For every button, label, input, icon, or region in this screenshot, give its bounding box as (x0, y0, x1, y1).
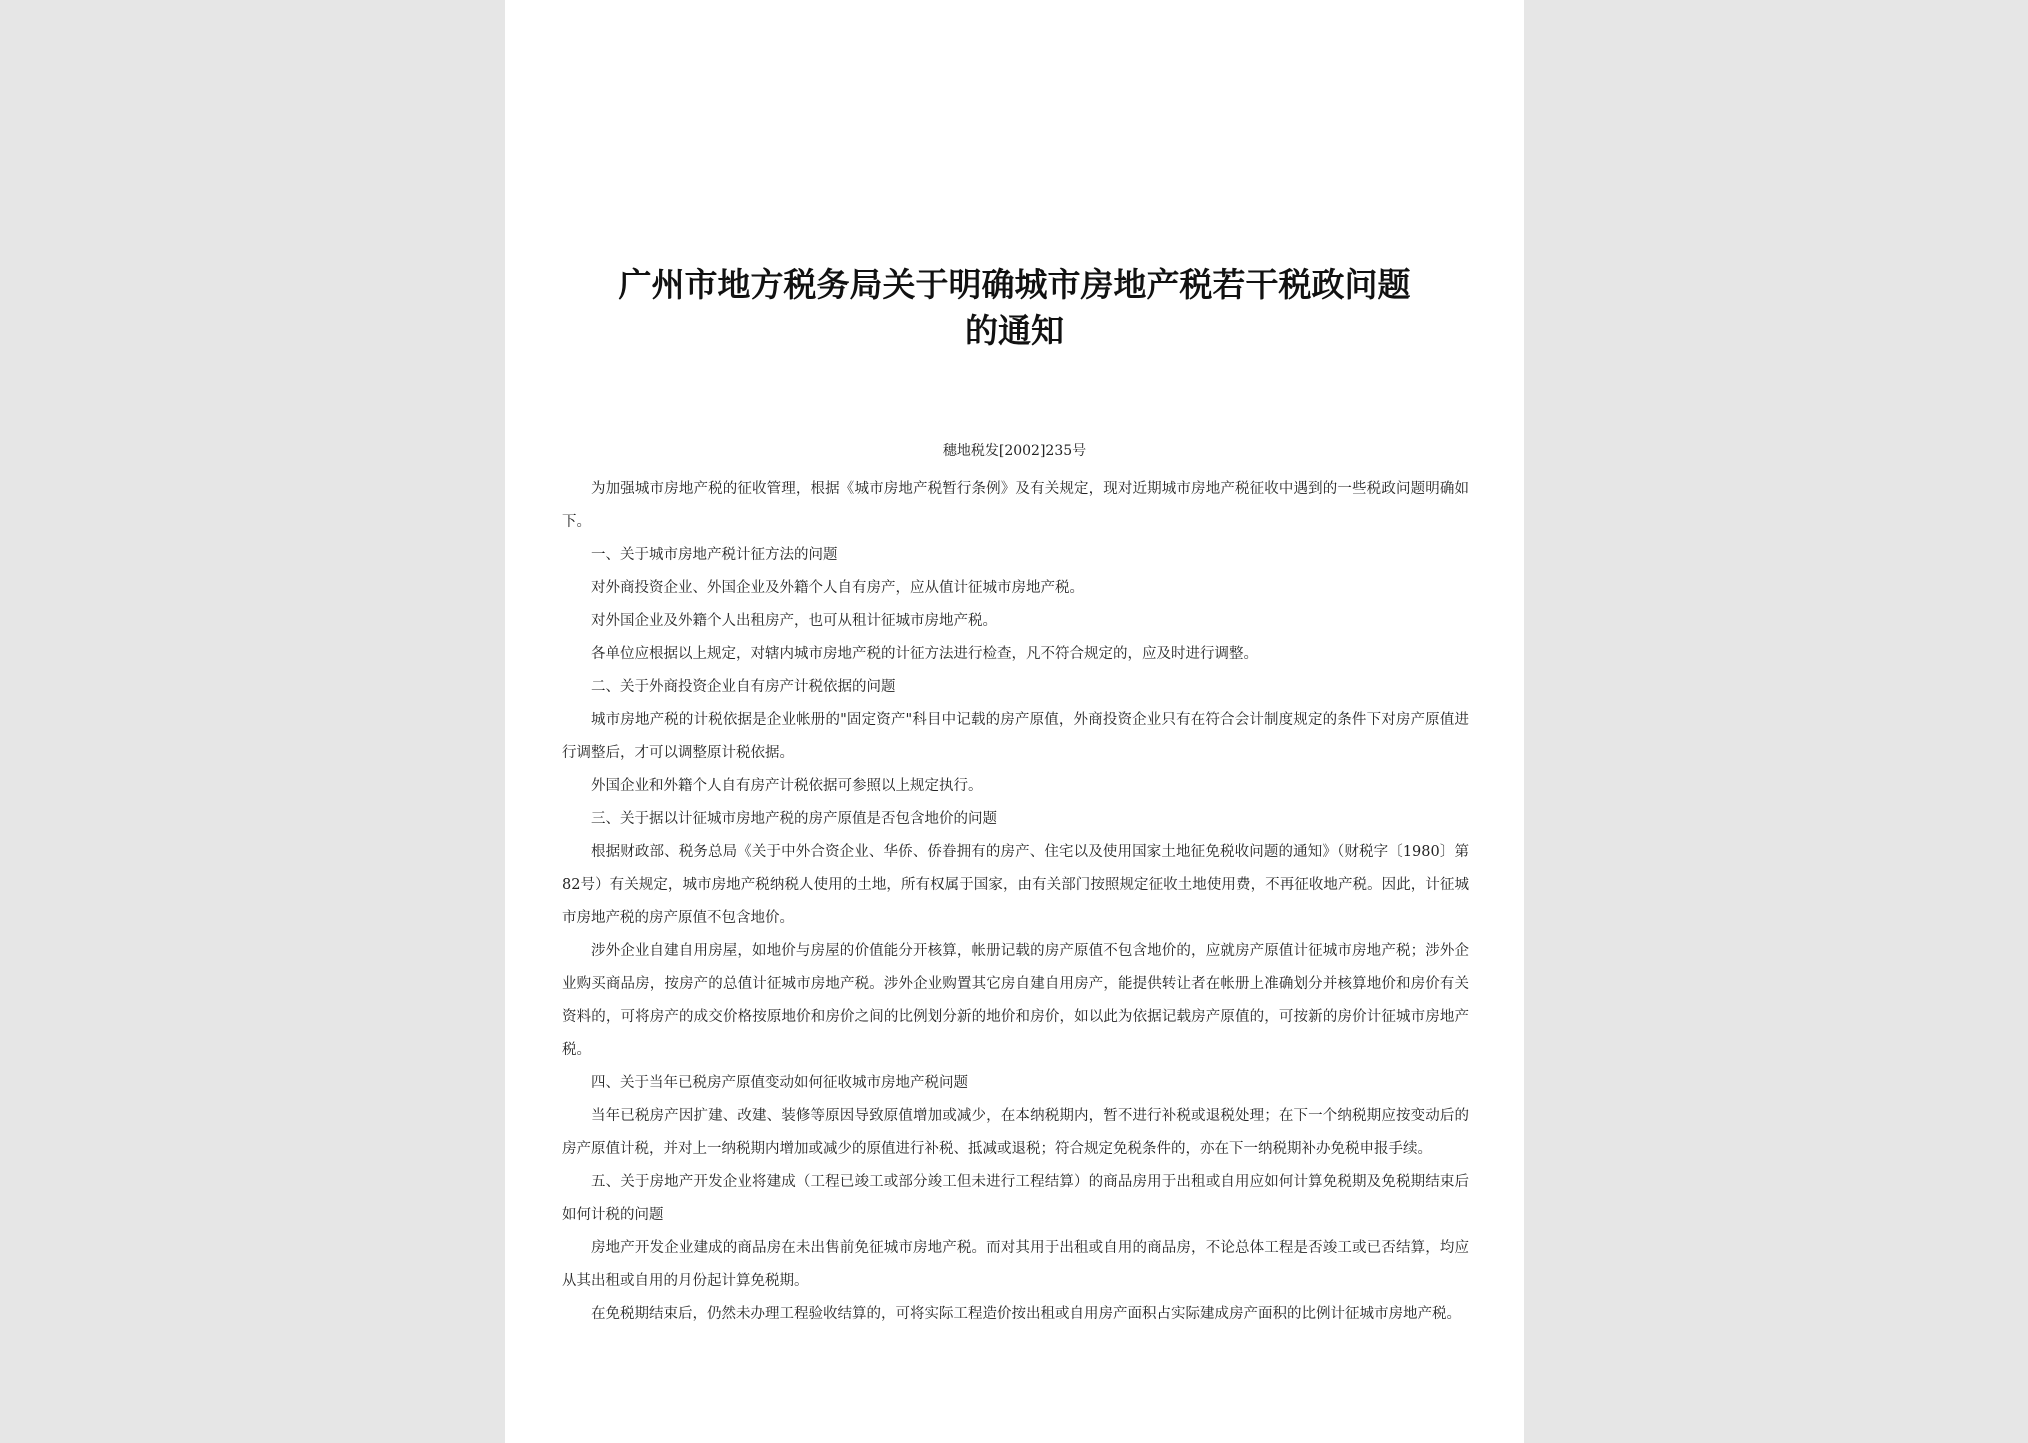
section-heading: 二、关于外商投资企业自有房产计税依据的问题 (591, 679, 896, 695)
body-paragraph: 房地产开发企业建成的商品房在未出售前免征城市房地产税。而对其用于出租或自用的商品房，不论总体工程是否竣工或已否结算，均应从其出租或自用的月份起计算免税期。 (562, 1240, 1469, 1289)
body-paragraph: 各单位应根据以上规定，对辖内城市房地产税的计征方法进行检查，凡不符合规定的，应及时进行调整。 (591, 646, 1258, 662)
body-paragraph: 对外商投资企业、外国企业及外籍个人自有房产，应从值计征城市房地产税。 (591, 580, 1084, 596)
section-heading: 一、关于城市房地产税计征方法的问题 (591, 547, 838, 563)
document-number: 穗地税发[2002]235号 (942, 443, 1087, 459)
body-paragraph: 根据财政部、税务总局《关于中外合资企业、华侨、侨眷拥有的房产、住宅以及使用国家土地征免税收问题的通知》（财税字〔1980〕第82号）有关规定，城市房地产税纳税人使用的土地，所有权属于国家，由有关部门按照规定征收土地使用费，不再征收地产税。因此，计征城市房地产税的房产原值不包含地价。 (562, 844, 1469, 926)
document-title-line-1: 广州市地方税务局关于明确城市房地产税若干税政问题 (618, 265, 1411, 304)
body-paragraph: 涉外企业自建自用房屋，如地价与房屋的价值能分开核算，帐册记载的房产原值不包含地价的，应就房产原值计征城市房地产税；涉外企业购买商品房，按房产的总值计征城市房地产税。涉外企业购置其它房自建自用房产，能提供转让者在帐册上准确划分并核算地价和房价有关资料的，可将房产的成交价格按原地价和房价之间的比例划分新的地价和房价，如以此为依据记载房产原值的，可按新的房价计征城市房地产税。 (562, 943, 1469, 1058)
body-paragraph: 城市房地产税的计税依据是企业帐册的"固定资产"科目中记载的房产原值，外商投资企业只有在符合会计制度规定的条件下对房产原值进行调整后，才可以调整原计税依据。 (562, 712, 1469, 761)
section-heading: 四、关于当年已税房产原值变动如何征收城市房地产税问题 (591, 1075, 968, 1091)
document-title-line-2: 的通知 (965, 311, 1064, 350)
body-paragraph: 对外国企业及外籍个人出租房产，也可从租计征城市房地产税。 (591, 613, 997, 629)
document-page (505, 0, 1524, 1443)
document-body (562, 473, 1469, 1331)
body-paragraph: 在免税期结束后，仍然未办理工程验收结算的，可将实际工程造价按出租或自用房产面积占实际建成房产面积的比例计征城市房地产税。 (591, 1306, 1461, 1322)
body-paragraph: 当年已税房产因扩建、改建、装修等原因导致原值增加或减少，在本纳税期内，暂不进行补税或退税处理；在下一个纳税期应按变动后的房产原值计税，并对上一纳税期内增加或减少的原值进行补税、抵减或退税；符合规定免税条件的，亦在下一纳税期补办免税申报手续。 (562, 1108, 1469, 1157)
section-heading: 五、关于房地产开发企业将建成（工程已竣工或部分竣工但未进行工程结算）的商品房用于出租或自用应如何计算免税期及免税期结束后如何计税的问题 (562, 1174, 1469, 1223)
section-heading: 三、关于据以计征城市房地产税的房产原值是否包含地价的问题 (591, 811, 997, 827)
body-paragraph: 外国企业和外籍个人自有房产计税依据可参照以上规定执行。 (591, 778, 983, 794)
body-paragraph: 为加强城市房地产税的征收管理，根据《城市房地产税暂行条例》及有关规定，现对近期城市房地产税征收中遇到的一些税政问题明确如下。 (562, 481, 1469, 530)
document-title (560, 262, 1469, 354)
